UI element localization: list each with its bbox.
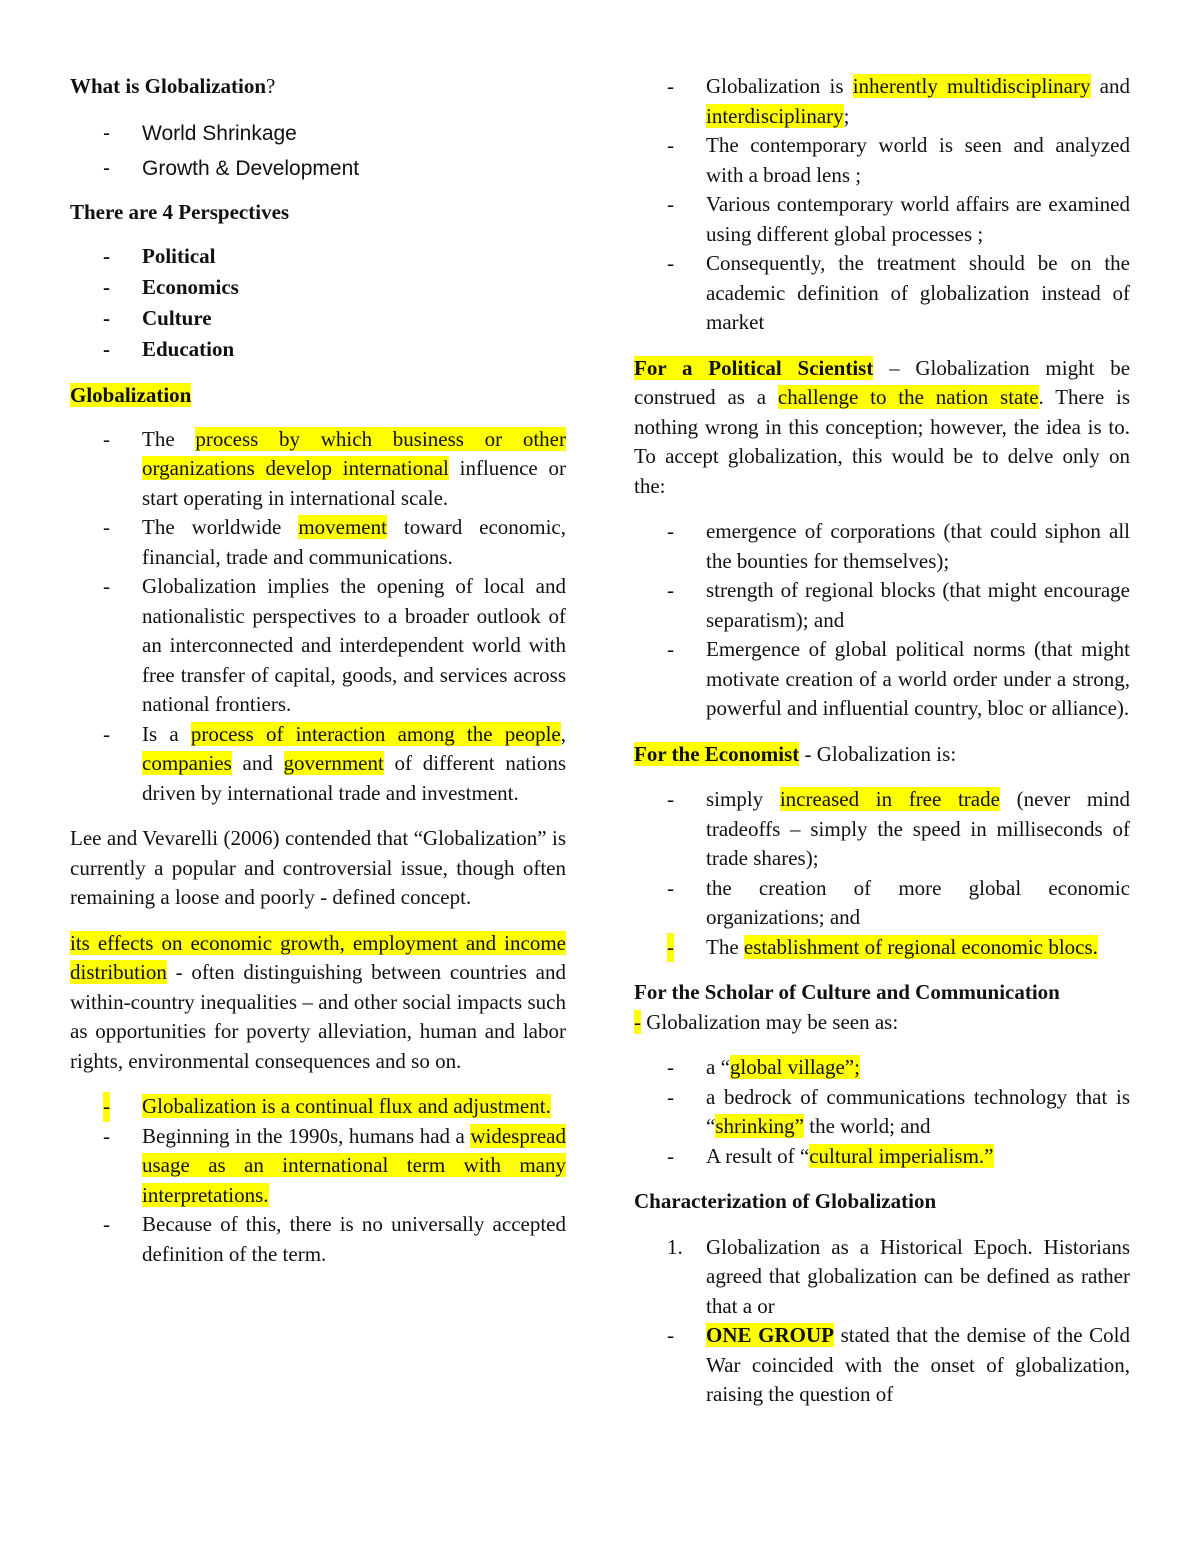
list-item: - Consequently, the treatment should be on the academic definition of globalization instead of market: [667, 251, 1130, 334]
list-item: - Globalization implies the opening of local and nationalistic perspectives to a broader outlook of an interconnected and interdependent world with free transfer of capital, goods, and services across national frontiers.: [103, 574, 566, 716]
list-item: - Culture: [103, 306, 212, 330]
list-item: - Is a process of interaction among the people, companies and government of different nations driven by international trade and investment.: [103, 721, 566, 805]
page-title: What is Globalization?: [70, 74, 276, 98]
economist-list: [634, 785, 1130, 962]
list-item: - emergence of corporations (that could siphon all the bounties for themselves);: [667, 519, 1130, 573]
perspectives-heading: There are 4 Perspectives: [70, 199, 290, 224]
economist-paragraph: For the Economist - Globalization is:: [634, 741, 957, 766]
effects-paragraph: its effects on economic growth, employment and income distribution - often distinguishing between countries and within-country inequalities – and other social impacts such as opportunities for poverty alleviation, human and labor rights, environmental consequences and so on.: [70, 930, 566, 1073]
list-item: - Emergence of global political norms (that might motivate creation of a world order under a strong, powerful and influential country, bloc or alliance).: [667, 637, 1130, 720]
characterization-list: [634, 1233, 1130, 1322]
list-item: - The process by which business or other organizations develop international influence or start operating in international scale.: [103, 426, 567, 510]
left-column: [70, 72, 566, 1269]
list-item: - Beginning in the 1990s, humans had a widespread usage as an international term with many interpretations.: [103, 1123, 566, 1207]
list-item: - a “global village”;: [667, 1055, 860, 1079]
political-list: [634, 517, 1130, 724]
list-item: - Globalization is a continual flux and adjustment.: [70, 1092, 566, 1122]
perspectives-list: [70, 241, 566, 365]
list-item: - The worldwide movement toward economic, financial, trade and communications.: [103, 515, 566, 569]
globalization-heading: Globalization: [70, 383, 192, 407]
list-item: - strength of regional blocks (that might encourage separatism); and: [667, 578, 1130, 632]
list-item: - ONE GROUP stated that the demise of the Cold War coincided with the onset of globalization, raising the question of: [667, 1323, 1130, 1406]
list-item: - A result of “cultural imperialism.”: [667, 1143, 994, 1168]
list-item: - The establishment of regional economic blocs.: [634, 933, 1130, 963]
intro-list: [70, 116, 566, 186]
list-item: - simply increased in free trade (never mind tradeoffs – simply the speed in milliseconds of trade shares);: [667, 787, 1130, 870]
list-item: - Because of this, there is no universally accepted definition of the term.: [103, 1212, 566, 1266]
characterization-heading: Characterization of Globalization: [634, 1189, 937, 1213]
list-item: - Globalization is inherently multidisciplinary and interdisciplinary;: [667, 74, 1131, 128]
flux-list: [70, 1092, 566, 1269]
list-item: - Education: [103, 337, 235, 361]
list-item: - Economics: [103, 275, 239, 299]
list-item: - Growth & Development: [103, 156, 360, 180]
definition-list: [70, 425, 566, 809]
culture-list: [634, 1053, 1130, 1171]
lee-paragraph: Lee and Vevarelli (2006) contended that “Globalization” is currently a popular and controversial issue, though often remaining a loose and poorly - defined concept.: [70, 826, 566, 909]
list-item: - the creation of more global economic organizations; and: [667, 875, 1130, 929]
multidisciplinary-list: [634, 72, 1130, 338]
culture-paragraph: For the Scholar of Culture and Communication - Globalization may be seen as:: [634, 980, 1060, 1034]
list-item: 1. Globalization as a Historical Epoch. Historians agreed that globalization can be defined as rather that a or: [667, 1234, 1130, 1318]
right-column: [634, 72, 1130, 1410]
list-item: - Various contemporary world affairs are examined using different global processes ;: [667, 192, 1130, 246]
list-item: - World Shrinkage: [103, 121, 297, 145]
list-item: - a bedrock of communications technology that is “shrinking” the world; and: [667, 1084, 1130, 1138]
list-item: - Political: [103, 244, 216, 268]
political-paragraph: For a Political Scientist – Globalization might be construed as a challenge to the nation state. There is nothing wrong in this conception; however, the idea is to. To accept globalization, this would be to delve only on the:: [634, 355, 1131, 498]
list-item: - The contemporary world is seen and analyzed with a broad lens ;: [667, 133, 1130, 187]
group-list: [634, 1321, 1130, 1410]
